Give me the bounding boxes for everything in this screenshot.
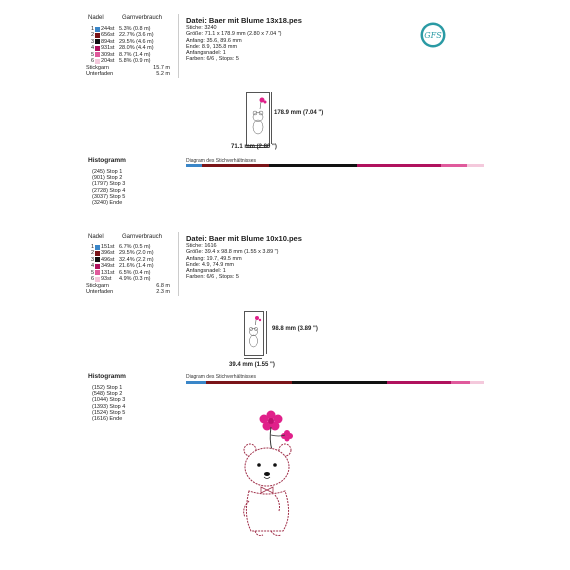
stitch-count: 496st <box>101 256 115 263</box>
svg-text:GFS: GFS <box>424 31 442 40</box>
ratio-caption: Diagram des Stichverhältnisses <box>186 374 257 380</box>
needle-number: 1 <box>90 26 94 32</box>
ratio-segment <box>292 381 387 384</box>
ratio-segment <box>387 381 450 384</box>
color-swatch <box>95 251 100 256</box>
usage-value: 29.5% (2.0 m) <box>119 250 154 257</box>
ratio-segment <box>186 381 206 384</box>
bear-thumbnail <box>245 312 263 355</box>
stitch-count: 131st <box>101 269 115 276</box>
stitch-count: 151st <box>101 244 115 250</box>
stitch-count: 396st <box>101 250 115 257</box>
usage-value: 21.6% (1.4 m) <box>119 263 154 270</box>
ratio-segment <box>206 381 293 384</box>
ratio-segment <box>451 381 470 384</box>
usage-value: 8.7% (1.4 m) <box>119 51 151 58</box>
unterfaden-value: 5.2 m <box>156 71 170 77</box>
color-swatch <box>95 270 100 275</box>
color-row <box>86 276 176 282</box>
bear-illustration <box>235 405 325 540</box>
usage-value: 5.8% (0.9 m) <box>119 57 151 64</box>
needle-number: 4 <box>90 45 94 52</box>
unterfaden-label: Unterfaden <box>86 289 114 295</box>
unterfaden-label: Unterfaden <box>86 71 114 77</box>
stitch-count: 309st <box>101 51 115 58</box>
stickgarn-label: Stickgarn <box>86 283 109 289</box>
stitch-count: 93st <box>101 275 112 282</box>
usage-value: 22.7% (3.6 m) <box>119 32 154 39</box>
design-preview-box <box>244 311 264 356</box>
usage-value: 32.4% (2.2 m) <box>119 256 154 263</box>
stickgarn-value: 6.8 m <box>156 283 170 289</box>
stops-list: (245) Stop 1 (901) Stop 2 (1797) Stop 3 (2728) Stop 4 (3037) Stop 5 (3240) Ende <box>92 169 126 207</box>
stitch-count: 656st <box>101 32 115 39</box>
yarn-usage-header: Garnverbrauch <box>122 15 163 21</box>
stitch-ratio-bar <box>186 381 484 384</box>
file-title: Datei: Baer mit Blume 10x10.pes <box>186 234 302 243</box>
file-title: Datei: Baer mit Blume 13x18.pes <box>186 16 302 25</box>
width-dimension-line <box>244 358 262 359</box>
usage-value: 28.0% (4.4 m) <box>119 45 154 52</box>
stops-list: (152) Stop 1 (548) Stop 2 (1044) Stop 3 (1393) Stop 4 (1524) Stop 5 (1616) Ende <box>92 385 126 423</box>
needle-number: 3 <box>90 256 94 263</box>
needle-number: 3 <box>90 38 94 45</box>
stickgarn-label: Stickgarn <box>86 65 109 71</box>
histogram-title: Histogramm <box>88 373 126 380</box>
color-swatch <box>95 257 100 262</box>
stitch-count: 204st <box>101 57 115 64</box>
needle-number: 1 <box>90 244 94 250</box>
stickgarn-value: 15.7 m <box>153 65 170 71</box>
needle-number: 5 <box>90 51 94 58</box>
unterfaden-value: 2.3 m <box>156 289 170 295</box>
needle-number: 2 <box>90 250 94 257</box>
needle-number: 5 <box>90 269 94 276</box>
ratio-caption: Diagram des Stichverhältnisses <box>186 158 257 164</box>
divider-line <box>178 232 179 296</box>
usage-value: 5.3% (0.8 m) <box>119 26 151 32</box>
height-dimension-line <box>266 311 267 354</box>
usage-value: 6.5% (0.4 m) <box>119 269 151 276</box>
needle-header: Nadel <box>88 15 104 21</box>
color-swatch <box>95 264 100 269</box>
needle-number: 2 <box>90 32 94 39</box>
color-swatch <box>95 245 100 250</box>
stitch-count: 931st <box>101 45 115 52</box>
histogram-title: Histogramm <box>88 157 126 164</box>
height-label: 98.8 mm (3.89 ") <box>272 326 318 332</box>
stitch-count: 244st <box>101 26 115 32</box>
file-metadata: Stiche: 1616 Größe: 39.4 x 98.8 mm (1.55 x 3.89 ") Anfang: 19.7, 49.5 mm Ende: 4.9, 74.9 mm Anfangsnadel: 1 Farben: 6/6 , Stops: 5 <box>186 243 279 281</box>
width-label: 39.4 mm (1.55 ") <box>229 362 275 368</box>
usage-value: 4.9% (0.3 m) <box>119 275 151 282</box>
file-metadata: Stiche: 3240 Größe: 71.1 x 178.9 mm (2.80 x 7.04 ") Anfang: 35.6, 89.6 mm Ende: 8.9, 135.8 mm Anfangsnadel: 1 Farben: 6/6 , Stops: 5 <box>186 25 282 63</box>
stitch-count: 349st <box>101 263 115 270</box>
needle-number: 4 <box>90 263 94 270</box>
yarn-usage-header: Garnverbrauch <box>122 234 163 240</box>
usage-value: 6.7% (0.5 m) <box>119 244 151 250</box>
color-list <box>86 244 176 282</box>
usage-value: 29.5% (4.6 m) <box>119 38 154 45</box>
height-label: 178.9 mm (7.04 ") <box>274 110 324 116</box>
color-swatch <box>95 277 100 282</box>
needle-header: Nadel <box>88 234 104 240</box>
stitch-count: 894st <box>101 38 115 45</box>
needle-number: 6 <box>90 275 94 282</box>
needle-number: 6 <box>90 57 94 64</box>
ratio-segment <box>470 381 484 384</box>
width-label: 71.1 mm (2.80 ") <box>231 144 277 150</box>
